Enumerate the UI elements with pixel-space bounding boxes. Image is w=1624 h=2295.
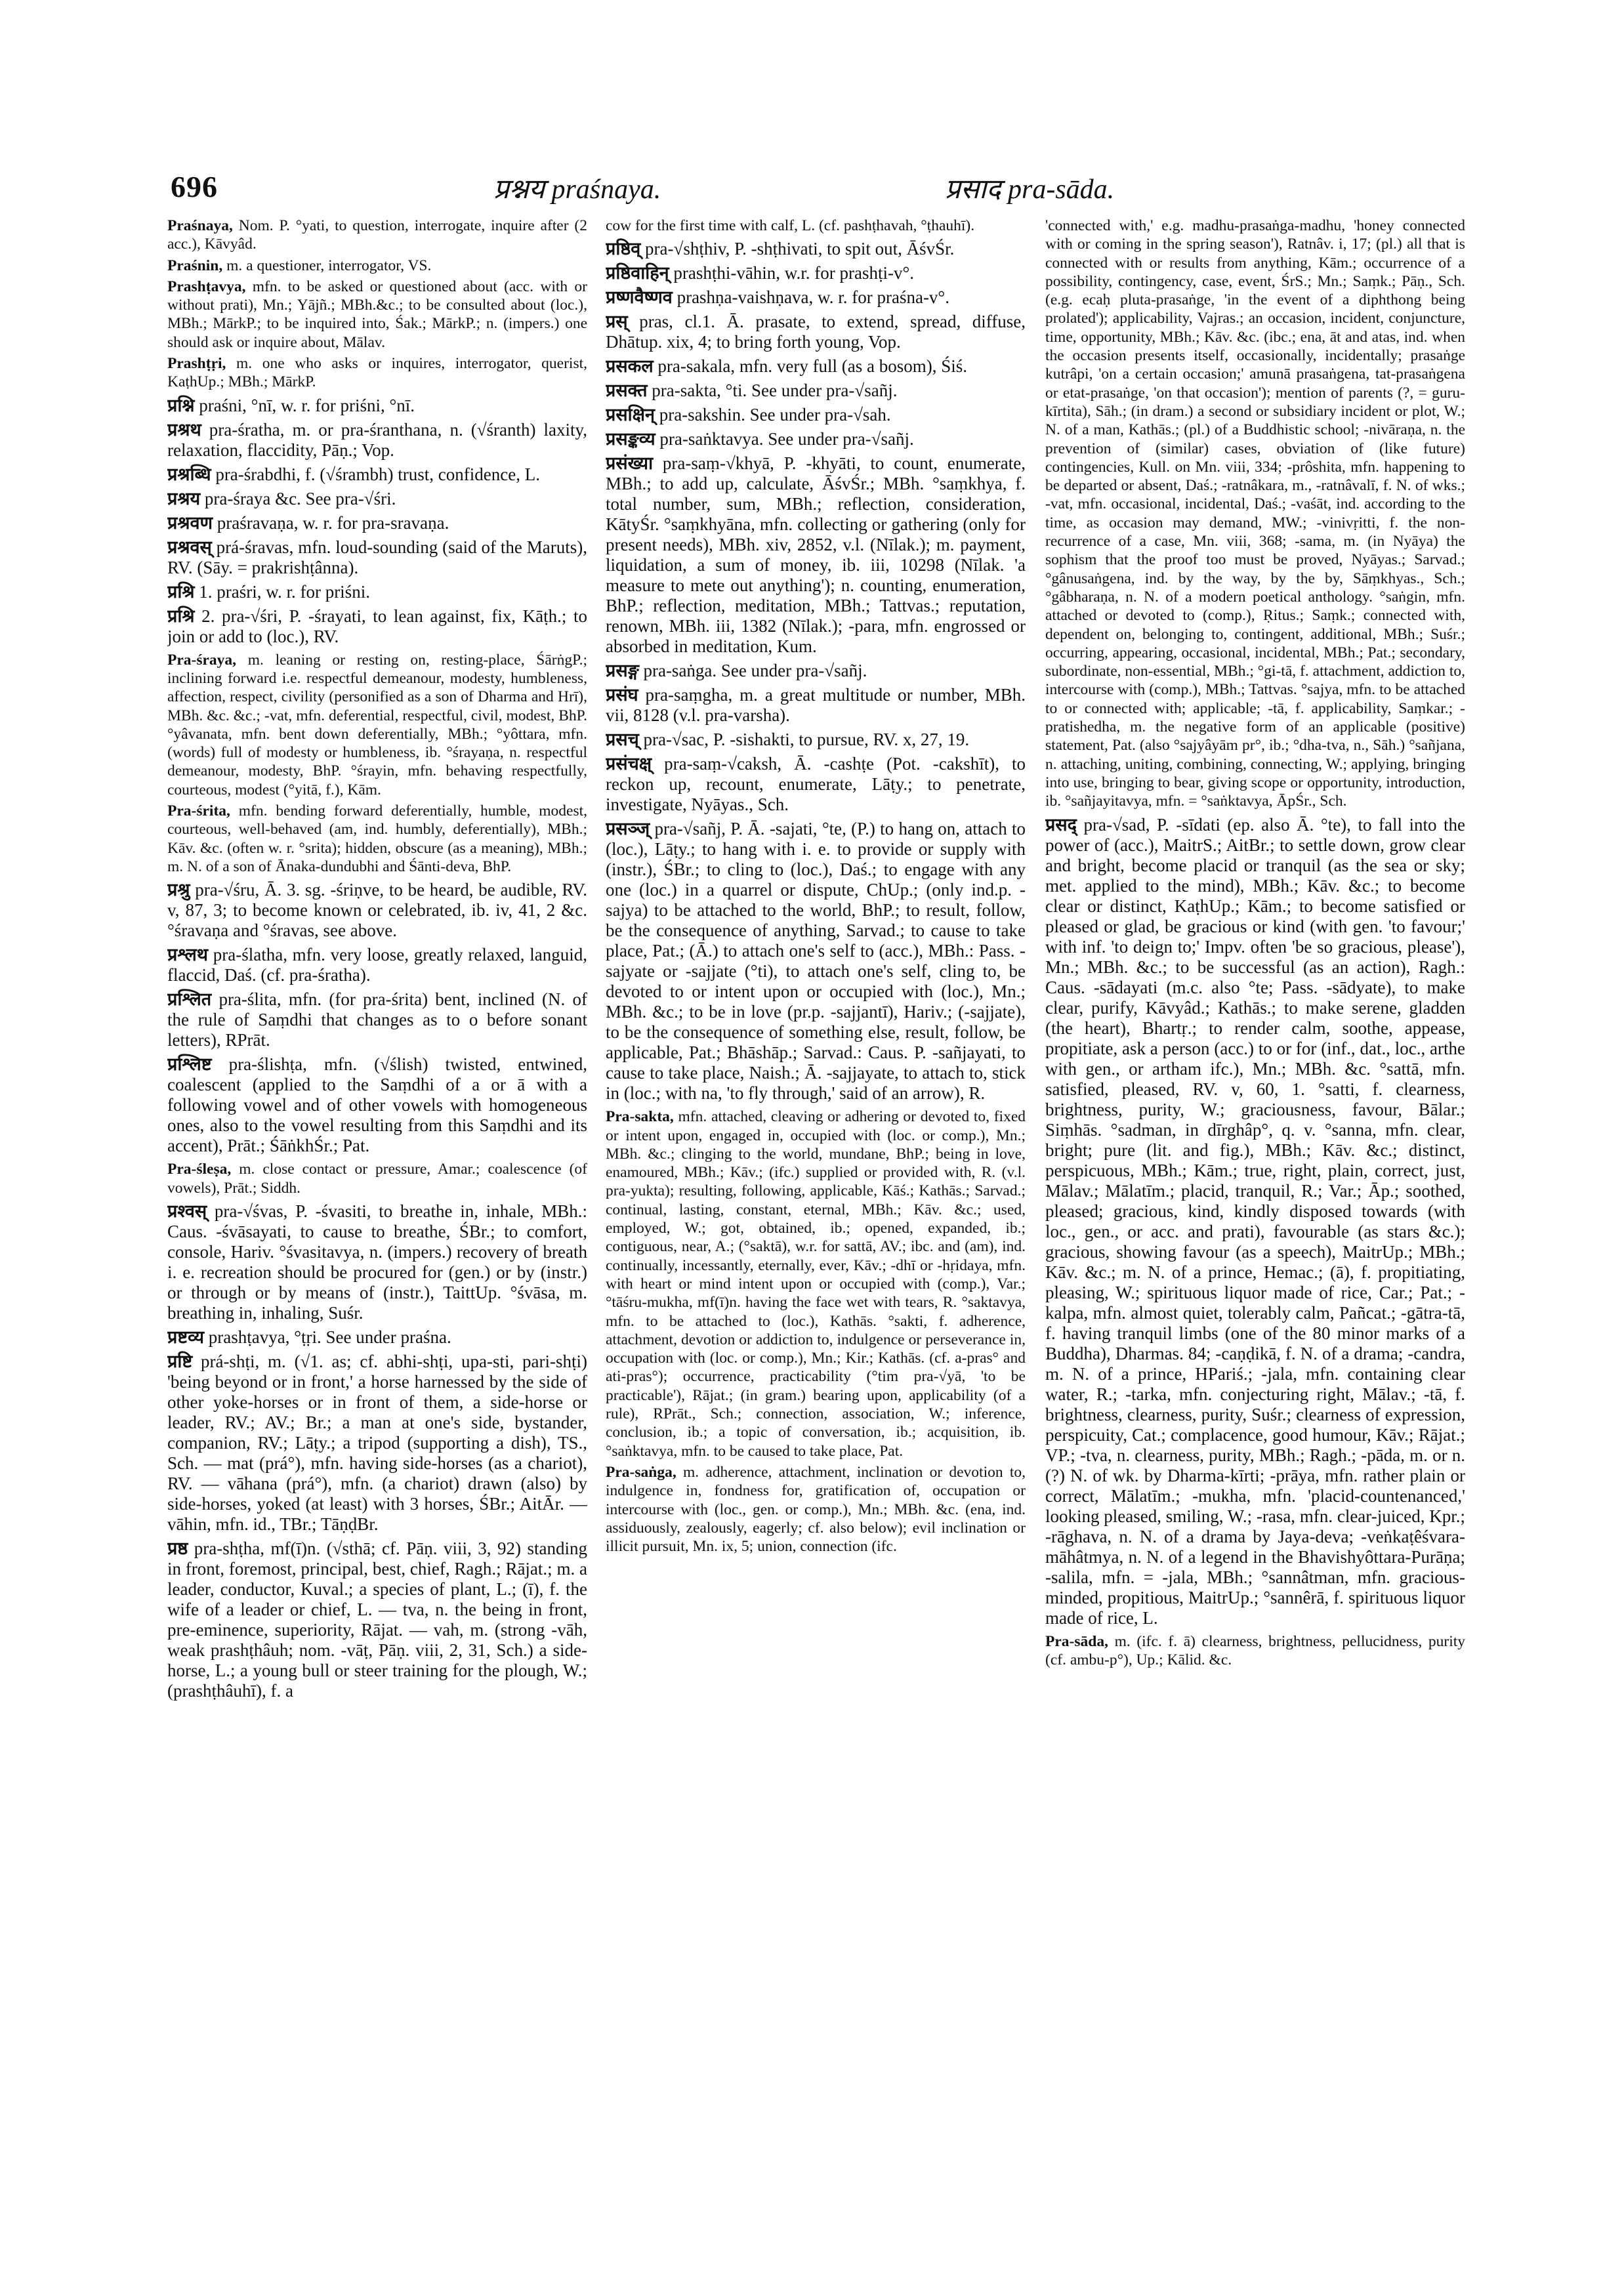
entry-devanagari-headword: प्रश्रि (167, 606, 195, 626)
entry-devanagari-headword: प्रश्रवस् (167, 537, 212, 557)
entry-headword: Praśnaya, (167, 217, 233, 234)
dictionary-entry (167, 802, 587, 876)
entry-text: pra-√śru, Ā. 3. sg. -śriṇve, to be heard, be audible, RV. v, 87, 3; to become known or celebrated, ib. iv, 41, 2 &c. °śravaṇa and °śravas, see above. (167, 880, 587, 941)
dictionary-entry (167, 278, 587, 352)
dictionary-entry (167, 513, 587, 533)
dictionary-entry (167, 537, 587, 578)
entry-devanagari-headword: प्रश्रि (167, 581, 195, 602)
entry-text: pra-śraya &c. See pra-√śri. (204, 488, 396, 508)
entry-text: pra-√shṭhiv, P. -shṭhivati, to spit out, ĀśvŚr. (645, 239, 955, 259)
entry-text: m. a questioner, interrogator, VS. (226, 257, 432, 274)
entry-devanagari-headword: प्रश्नि (167, 395, 195, 415)
entry-text: m. one who asks or inquires, interrogator, querist, KaṭhUp.; MBh.; MārkP. (167, 355, 587, 391)
entry-devanagari-headword: प्रसक्षिन् (606, 405, 655, 425)
dictionary-entry (167, 1054, 587, 1156)
entry-text: 1. praśri, w. r. for priśni. (199, 581, 370, 602)
entry-text: prá-shṭi, m. (√1. as; cf. abhi-shṭi, upa-sti, pari-shṭi) 'being beyond or in front,' a horse harnessed by the side of other yoke-horses or in front of them, a side-horse or leader, RV.; AV.; Br.; a man at one's side, bystander, companion, RV.; Lāṭy.; a tripod (supporting a dish), TS., Sch. — mat (prá°), mfn. having side-horses (as a chariot), RV. — vāhana (prá°), mfn. (a chariot) drawn (also) by side-horses, yoked (at least) with 3 horses, ŚBr.; AitĀr. — vāhin, mfn. id., TBr.; TāṇḍBr. (167, 1351, 587, 1534)
entry-devanagari-headword: प्रस् (606, 312, 628, 332)
header-left-guide-word: प्रश्नय praśnaya. (493, 175, 661, 205)
column-1 (167, 217, 587, 2257)
dictionary-entry (167, 1539, 587, 1701)
dictionary-entry (606, 381, 1026, 401)
dictionary-entry (167, 465, 587, 485)
dictionary-entry (606, 405, 1026, 425)
entry-devanagari-headword: प्रष्णवैष्णव (606, 287, 673, 308)
entry-text: pra-ślatha, mfn. very loose, greatly relaxed, languid, flaccid, Daś. (cf. pra-śratha). (167, 945, 587, 985)
entry-headword: Pra-śrita, (167, 802, 230, 820)
entry-headword: Praśnin, (167, 257, 223, 274)
dictionary-entry (167, 1327, 587, 1348)
entry-headword: Pra-sakta, (606, 1108, 674, 1126)
entry-text: 'connected with,' e.g. madhu-prasaṅga-madhu, 'honey connected with or coming in the spring season'), Ratnâv. i, 17; (pl.) all that is connected with or results from anything, Kām.; occurrence of a possibility, contingency, case, event, ŚrS.; Mn.; Saṃk.; Pāṇ., Sch. (e.g. ecaḥ pluta-prasaṅge, 'in the event of a diphthong being prolated'); applicability, Vajras.; an occasion, incident, conjuncture, time, opportunity, MBh.; Kāv. &c. (ibc.; ena, āt and atas, ind. when the occasion presents itself, occasionally, incidentally; prasaṅge kutrâpi, 'on a certain occasion;' amunā prasaṅgena, tat-prasaṅgena or etat-prasaṅge, 'on that occasion'); mention of parents (?, = guru-kīrtita), Sāh.; (in dram.) a second or subsidiary incident or plot, W.; N. of a man, Kathās.; (pl.) of a Buddhistic school; -nivāraṇa, n. the prevention of (similar) cases, obviation of (like future) contingencies, Kull. on Mn. viii, 334; -prôshita, mfn. happening to be departed or absent, Daś.; -ratnâkara, m., -ratnâvalī, f. N. of wks.; -vat, mfn. occasional, incidental, Daś.; -vaśāt, ind. according to the time, as occasion may demand, MW.; -vinivṛitti, f. the non-recurrence of a case, Mn. viii, 368; -sama, m. (in Nyāya) the sophism that the proof too must be proved, Nyāyas.; Sarvad.; °gânusaṅgena, ind. by the way, by the by, Sāṃkhyas., Sch.; °gâbharaṇa, n. N. of a modern poetical anthology. °saṅgin, mfn. attached or devoted to (comp.), Ṛitus.; Saṃk.; connected with, dependent on, belonging to, contingent, additional, MBh.; Suśr.; occurring, appearing, occasional, incidental, MBh.; Pat.; secondary, subordinate, non-essential, MBh.; °gi-tā, f. attachment, addiction to, intercourse with (comp.), MBh.; Tattvas. °sajya, mfn. to be attached to or connected with; applicable; -tā, f. applicability, Saṃkar.; -pratishedha, m. the negative form of an applicable (positive) statement, Pat. (also °sajyâyām pr°, ib.; °dha-tva, n., Sāh.) °sañjana, n. attaching, uniting, combining, connecting, W.; applying, bringing into use, bringing to bear, giving scope or opportunity, introduction, ib. °sañjayitavya, mfn. = °saṅktavya, ĀpŚr., Sch. (1045, 217, 1465, 810)
entry-text: pra-śratha, m. or pra-śranthana, n. (√śranth) laxity, relaxation, flaccidity, Pāṇ.; Vop. (167, 419, 587, 460)
entry-devanagari-headword: प्रष्टव्य (167, 1327, 205, 1347)
entry-text: mfn. attached, cleaving or adhering or devoted to, fixed or intent upon, engaged in, occupied with (loc. or comp.), Mn.; MBh. &c.; clinging to the world, mundane, BhP.; being in love, enamoured, MBh.; Kāv.; (ifc.) supplied or provided with, R. (v.l. pra-yukta); resulting, following, applicable, Kāś.; Kathās.; Sarvad.; continual, lasting, constant, eternal, MBh.; Kāv. &c.; used, employed, W.; got, obtained, ib.; opened, expanded, ib.; contiguous, near, A.; (°saktā), w.r. for sattā, AV.; ibc. and (am), ind. continually, incessantly, eternally, ever, Kāv.; -dhī or -hṛidaya, mfn. with heart or mind intent upon or occupied with (comp.), Var.; °tāśru-mukha, mf(ī)n. having the face wet with tears, R. °saktavya, mfn. to be attached to (loc.), Kathās. °sakti, f. adherence, attachment, devotion or addiction to, indulgence or perseverance in, occupation with (loc. or comp.), Mn.; Kir.; Kathās. (cf. a-pras° and ati-pras°); occurrence, practicability (°tim pra-√yā, 'to be practicable'), Rājat.; (in gram.) bearing upon, applicability (of a rule), RPrāt., Sch.; connection, association, W.; inference, conclusion, ib.; a topic of conversation, ib.; acquisition, ib. °saṅktavya, mfn. to be caused to take place, Pat. (606, 1108, 1026, 1460)
entry-text: pra-ślita, mfn. (for pra-śrita) bent, inclined (N. of the rule of Saṃdhi that changes as to o before sonant letters), RPrāt. (167, 989, 587, 1050)
dictionary-entry (606, 287, 1026, 308)
dictionary-entry (167, 651, 587, 799)
entry-text: pra-saṃ-√caksh, Ā. -cashṭe (Pot. -cakshīt), to reckon up, recount, enumerate, Lāṭy.; to penetrate, investigate, Nyāyas., Sch. (606, 754, 1026, 815)
entry-devanagari-headword: प्रसक्त (606, 381, 648, 401)
entry-text: pra-saṅga. See under pra-√sañj. (643, 661, 867, 681)
entry-text: pra-sakta, °ti. See under pra-√sañj. (652, 381, 898, 401)
entry-headword: Pra-śleṣa, (167, 1161, 232, 1178)
dictionary-entry (167, 606, 587, 647)
dictionary-entry (167, 354, 587, 392)
entry-headword: Prashṭṛi, (167, 355, 226, 373)
entry-text: pra-śrabdhi, f. (√śrambh) trust, confidence, L. (215, 464, 540, 484)
dictionary-entry (167, 420, 587, 461)
entry-devanagari-headword: प्रसद् (1045, 814, 1077, 835)
entry-devanagari-headword: प्रश्वस् (167, 1201, 207, 1221)
entry-text: prashṇa-vaishṇava, w. r. for praśna-v°. (677, 287, 949, 308)
entry-text: pra-√sad, P. -sīdati (ep. also Ā. °te), to fall into the power of (acc.), MaitrS.; AitBr.; to settle down, grow clear and bright, become placid or tranquil (as the sea or sky; met. applied to the mind), MBh.; Kāv. &c.; to become clear or distinct, KaṭhUp.; Kām.; to become satisfied or pleased or glad, be gracious or kind (with gen. 'to favour;' with inf. 'to deign to;' Impv. often 'be so gracious, please'), Mn.; MBh. &c.; to be successful (as an action), Ragh.: Caus. -sādayati (m.c. also °te; Pass. -sādyate), to make clear, purify, Kāvyâd.; Kathās.; to make serene, gladden (the heart), Bhartṛ.; to render calm, soothe, appease, propitiate, ask a person (acc.) to or for (inf., dat., loc., arthe with gen., or artham ifc.), Mn.; MBh. &c. °sattā, mfn. satisfied, pleased, RV. v, 60, 1. °satti, f. clearness, brightness, purity, W.; graciousness, favour, Bālar.; Siṃhās. °sadman, in dīrghâp°, q. v. °sanna, mfn. clear, bright; pure (lit. and fig.), MBh.; Kāv. &c.; distinct, perspicuous, MBh.; Kām.; true, right, plain, correct, just, Mālav.; Mālatīm.; placid, tranquil, R.; Var.; Āp.; soothed, pleased; gracious, kind, kindly disposed towards (with loc., gen., or acc. and prati), favourable (as stars &c.); gracious, showing favour (as a speech), MaitrUp.; MBh.; Kāv. &c.; m. N. of a prince, Hemac.; (ā), f. propitiating, pleasing, W.; spirituous liquor made of rice, Car.; Pat.; -kalpa, mfn. almost quiet, tolerably calm, Pañcat.; -gātra-tā, f. having tranquil limbs (one of the 80 minor marks of a Buddha), Dharmas. 84; -caṇḍikā, f. N. of a drama; -candra, m. N. of a prince, HPariś.; -jala, mfn. containing clear water, R.; -tarka, mfn. conjecturing right, Mālav.; -tā, f. brightness, clearness, purity, Suśr.; clearness of expression, perspicuity, Cat.; complacence, good humour, Kāv.; Rājat.; VP.; -tva, n. clearness, purity, MBh.; Ragh.; -pāda, m. or n. (?) N. of wk. by Dharma-kīrti; -prāya, mfn. rather plain or correct, Mālatīm.; -mukha, mfn. 'placid-countenanced,' looking pleased, smiling, W.; -rasa, mfn. clear-juiced, Kpr.; -rāghava, n. N. of a drama by Jaya-deva; -veṅkaṭêśvara-māhâtmya, n. N. of a legend in the Bhavishyôttara-Purāṇa; -salila, mfn. = -jala, MBh.; °sannâtman, mfn. gracious-minded, propitious, MaitrUp.; °sannêrā, f. spirituous liquor made of rice, L. (1045, 814, 1465, 1628)
page-number: 696 (171, 170, 218, 203)
entry-text: prashṭavya, °ṭṛi. See under praśna. (208, 1327, 451, 1347)
entry-text: pra-sakshin. See under pra-√sah. (659, 405, 891, 425)
dictionary-entry (606, 819, 1026, 1104)
entry-text: mfn. to be asked or questioned about (acc. with or without prati), Mn.; Yājñ.; MBh.&c.; to be consulted about (loc.), MBh.; MārkP.; to be inquired into, Śak.; MārkP.; n. (impers.) one should ask or inquire about, Mālav. (167, 278, 587, 351)
dictionary-entry (606, 356, 1026, 377)
entry-devanagari-headword: प्रश्रथ (167, 419, 201, 440)
entry-devanagari-headword: प्रश्लित (167, 989, 212, 1010)
dictionary-entry (1045, 815, 1465, 1628)
entry-text: Nom. P. °yati, to question, interrogate, inquire after (2 acc.), Kāvyâd. (167, 217, 587, 253)
entry-text: pra-√śvas, P. -śvasiti, to breathe in, inhale, MBh.: Caus. -śvāsayati, to cause to breathe, ŚBr.; to comfort, console, Hariv. °śvasitavya, n. (impers.) recovery of breath i. e. recreation should be procured for (gen.) or by (instr.) or through or by means of (instr.), TaittUp. °śvāsa, m. breathing in, inhaling, Suśr. (167, 1201, 587, 1323)
entry-text: pra-√sac, P. -sishakti, to pursue, RV. x, 27, 19. (643, 730, 970, 750)
entry-headword: Prashṭavya, (167, 278, 246, 295)
entry-devanagari-headword: प्रसच् (606, 730, 639, 750)
entry-text: m. (ifc. f. ā) clearness, brightness, pellucidness, purity (cf. ambu-p°), Up.; Kālid. &c. (1045, 1632, 1465, 1668)
page-header (171, 169, 1457, 215)
entry-text: 2. pra-√śri, P. -śrayati, to lean against, fix, Kāṭh.; to join or add to (loc.), RV. (167, 606, 587, 646)
entry-devanagari-headword: प्रसंचक्ष् (606, 754, 652, 774)
entry-devanagari-headword: प्रसंख्या (606, 453, 654, 474)
entry-text: pra-saṅktavya. See under pra-√sañj. (659, 429, 914, 449)
entry-text: pra-shṭha, mf(ī)n. (√sthā; cf. Pāṇ. viii, 3, 92) standing in front, foremost, principal, best, chief, Ragh.; Rājat.; m. a leader, conductor, Kuval.; a species of plant, L.; (ī), f. the wife of a leader or chief, L. — tva, n. the being in front, pre-eminence, superiority, Rājat. — vah, m. (strong -vāh, weak prashṭhâuh; nom. -vāṭ, Pāṇ. viii, 2, 31, Sch.) a side-horse, L.; a young bull or steer training for the plough, W.; (prashṭhâuhī), f. a (167, 1538, 587, 1701)
entry-devanagari-headword: प्रसङ्ग (606, 661, 639, 681)
entry-text: pra-sakala, mfn. very full (as a bosom), Śiś. (657, 356, 968, 377)
entry-devanagari-headword: प्रष्ठिवाहिन् (606, 263, 669, 283)
entry-devanagari-headword: प्रसङ्कव्य (606, 429, 656, 449)
entry-text: mfn. bending forward deferentially, humble, modest, courteous, well-behaved (am, ind. humbly, deferentially), MBh.; Kāv. &c. (often w. r. °srita); hidden, obscure (as a meaning), MBh.; m. N. of a son of Ānaka-dundubhi and Śānti-deva, BhP. (167, 802, 587, 875)
dictionary-entry (167, 989, 587, 1050)
entry-devanagari-headword: प्रश्लथ (167, 945, 209, 965)
dictionary-entry (606, 217, 1026, 235)
dictionary-entry (606, 263, 1026, 283)
dictionary-entry (167, 582, 587, 602)
dictionary-entry (167, 1201, 587, 1323)
entry-devanagari-headword: प्रसंघ (606, 685, 638, 705)
entry-text: pra-saṃ-√khyā, P. -khyāti, to count, enumerate, MBh.; to add up, calculate, ĀśvŚr.; MBh. °saṃkhya, f. total number, sum, MBh.; reflection, consideration, KātyŚr. °saṃkhyāna, mfn. collecting or gathering (only for present needs), MBh. xiv, 2852, v.l. (Nīlak.); m. payment, liquidation, a sum of money, ib. iii, 10298 (Nīlak. 'a measure to mete out anything'); n. counting, enumeration, BhP.; reflection, meditation, MBh.; Tattvas.; reputation, renown, MBh. iii, 1382 (Nīlak.); -para, mfn. engrossed or absorbed in meditation, Kum. (606, 453, 1026, 657)
entry-devanagari-headword: प्रष्टि (167, 1351, 193, 1371)
entry-devanagari-headword: प्रश्रवण (167, 512, 213, 533)
entry-text: pra-√sañj, P. Ā. -sajati, °te, (P.) to hang on, attach to (loc.), Lāṭy.; to hang with i. e. to provide or supply with (instr.), ŚBr.; to cling to (loc.), Daś.; to engage with any one (loc.) in a quarrel or dispute, ChUp.; (only ind.p. -sajya) to be attached to the world, BhP.; to result, follow, be the consequence of anything, Sarvad.; to cause to take place, Pat.; (Ā.) to attach one's self to (acc.), MBh.: Pass. -sajyate or -sajjate (°ti), to attach one's self, cling to, be devoted to or intent upon or occupied with (loc.), Mn.; MBh. &c.; to be in love (pr.p. -sajjantī), Hariv.; (-sajjate), to be the consequence of something else, result, follow, be applicable, Pat.; Bhāshāp.; Sarvad.: Caus. P. -sañjayati, to cause to take place, Naish.; Ā. -sajjayate, to attach to, stick in (loc.; with na, 'to fly through,' said of an arrow), R. (606, 819, 1026, 1104)
entry-devanagari-headword: प्रश्रु (167, 880, 190, 900)
dictionary-entry (167, 1160, 587, 1197)
entry-headword: Pra-śraya, (167, 651, 237, 669)
dictionary-entry (167, 945, 587, 985)
dictionary-entry (1045, 1632, 1465, 1670)
dictionary-entry (167, 880, 587, 941)
entry-text: pra-ślishṭa, mfn. (√ślish) twisted, entwined, coalescent (applied to the Saṃdhi of a or ā with a following vowel and of other vowels with homogeneous ones, also to the vowel resulting from this Saṃdhi and its accent), Prāt.; ŚāṅkhŚr.; Pat. (167, 1054, 587, 1156)
entry-text: praśni, °nī, w. r. for priśni, °nī. (199, 395, 415, 415)
entry-text: cow for the first time with calf, L. (cf. pashṭhavah, °ṭhauhī). (606, 217, 975, 234)
dictionary-entry (606, 453, 1026, 657)
entry-devanagari-headword: प्रसकल (606, 356, 654, 377)
dictionary-entry (167, 257, 587, 275)
dictionary-entry (167, 217, 587, 254)
column-3 (1045, 217, 1465, 2257)
dictionary-entry (167, 396, 587, 416)
entry-devanagari-headword: प्रष्ठ (167, 1538, 188, 1558)
entry-devanagari-headword: प्रश्रय (167, 488, 201, 508)
dictionary-entry (606, 1463, 1026, 1556)
header-right-guide-word: प्रसाद pra-sāda. (945, 175, 1115, 205)
column-2 (606, 217, 1026, 2257)
entry-text: m. close contact or pressure, Amar.; coalescence (of vowels), Prāt.; Siddh. (167, 1161, 587, 1197)
entry-text: prashṭhi-vāhin, w.r. for prashṭi-v°. (673, 263, 915, 283)
entry-headword: Pra-sāda, (1045, 1632, 1108, 1650)
dictionary-entry (606, 239, 1026, 259)
entry-devanagari-headword: प्रश्रब्धि (167, 464, 211, 484)
entry-text: praśravaṇa, w. r. for pra-sravaṇa. (217, 512, 449, 533)
entry-text: m. leaning or resting on, resting-place, ŚārṅgP.; inclining forward i.e. respectful demeanour, modesty, humbleness, affection, respect, civility (personified as a son of Dharma and Hrī), MBh. &c. &c.; -vat, mfn. deferential, respectful, civil, modest, BhP. °yâvanata, mfn. bent down deferentially, MBh.; °yôttara, mfn. (words) full of modesty or humbleness, ib. °śrayaṇa, n. respectful demeanour, modesty, BhP. °śrayin, mfn. behaving respectfully, courteous, modest (°yitā, f.), Kām. (167, 651, 587, 798)
dictionary-entry (606, 754, 1026, 815)
entry-text: pra-saṃgha, m. a great multitude or number, MBh. vii, 8128 (v.l. pra-varsha). (606, 685, 1026, 726)
text-columns (167, 217, 1473, 2257)
dictionary-entry (606, 661, 1026, 681)
dictionary-entry (606, 312, 1026, 352)
dictionary-entry (167, 1352, 587, 1535)
entry-devanagari-headword: प्रष्ठिव् (606, 239, 641, 259)
dictionary-entry (1045, 217, 1465, 811)
entry-text: pras, cl.1. Ā. prasate, to extend, spread, diffuse, Dhātup. xix, 4; to bring forth young, Vop. (606, 312, 1026, 352)
entry-text: prá-śravas, mfn. loud-sounding (said of the Maruts), RV. (Sāy. = prakrishṭânna). (167, 537, 587, 577)
dictionary-entry (606, 685, 1026, 726)
dictionary-entry (606, 730, 1026, 750)
entry-devanagari-headword: प्रश्लिष्ट (167, 1054, 212, 1075)
entry-devanagari-headword: प्रसञ्ज् (606, 819, 650, 839)
dictionary-entry (606, 1107, 1026, 1460)
dictionary-entry (606, 429, 1026, 449)
entry-headword: Pra-saṅga, (606, 1463, 677, 1481)
entry-text: m. adherence, attachment, inclination or devotion to, indulgence in, fondness for, gratification of, occupation or intercourse with (loc., gen. or comp.), Mn.; MBh. &c. (ena, ind. assiduously, zealously, eagerly; cf. also below); evil inclination or illicit pursuit, Mn. ix, 5; union, connection (ifc. (606, 1463, 1026, 1556)
dictionary-entry (167, 489, 587, 509)
